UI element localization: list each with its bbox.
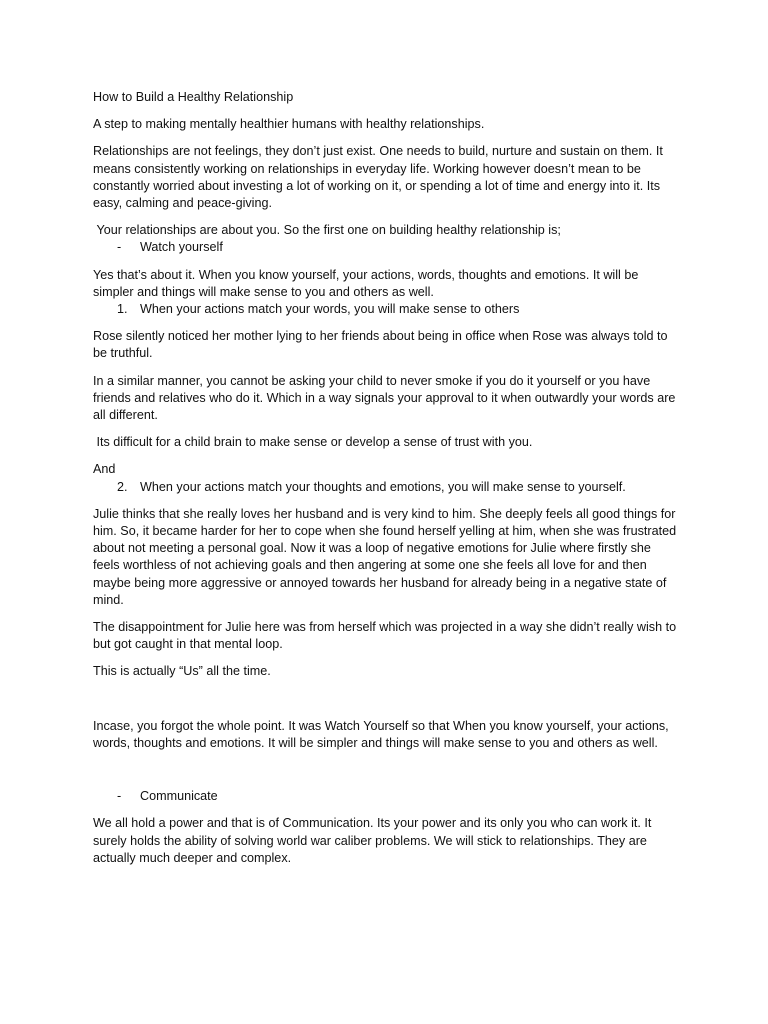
julie-paragraph: Julie thinks that she really loves her husband and is very kind to him. She deeply feels all good things for him. So, it became harder for her to cope when she found herself yelling at him, when she was frustrated about not meeting a personal goal. Now it was a loop of negative emotions for Julie where firstly she feels worthless of not achieving goals and then angering at some one she feels all love for and then maybe being more aggressive or annoyed towards her husband for already being in a negative state of mind. [93,506,677,607]
numbered-point-text: When your actions match your thoughts and emotions, you will make sense to yourself. [140,479,626,494]
communicate-paragraph: We all hold a power and that is of Communication. Its your power and its only you who can work it. It surely holds the ability of solving world war caliber problems. We will stick to relationships. They are actually much deeper and complex. [93,816,652,865]
disappointment-paragraph: The disappointment for Julie here was from herself which was projected in a way she didn’t really wish to but got caught in that mental loop. [93,620,677,652]
numbered-point-2 [93,479,678,496]
number-marker: 1. [117,302,128,317]
section-heading-watch-yourself [93,239,678,256]
intro-paragraph: Relationships are not feelings, they don’t just exist. One needs to build, nurture and sustain on them. It means consistently working on relationships in everyday life. Working however doesn’t mean to be constantly worried about investing a lot of working on it, or spending a lot of time and energy into it. Its easy, calming and peace-giving. [93,144,663,211]
incase-paragraph: Incase, you forgot the whole point. It was Watch Yourself so that When you know yourself, your actions, words, thoughts and emotions. It will be simpler and things will make sense to you and others as well. [93,718,669,750]
numbered-point-text: When your actions match your words, you will make sense to others [140,302,520,317]
rose-paragraph: Rose silently noticed her mother lying to her friends about being in office when Rose was always told to be truthful. [93,329,668,361]
watch-yourself-paragraph: Yes that’s about it. When you know yourself, your actions, words, thoughts and emotions. It will be simpler and things will make sense to you and others as well. [93,267,639,299]
difficult-paragraph: Its difficult for a child brain to make sense or develop a sense of trust with you. [93,435,533,450]
similar-manner-paragraph: In a similar manner, you cannot be asking your child to never smoke if you do it yourself or you have friends and relatives who do it. Which in a way signals your approval to it when outwardly your words are all different. [93,373,676,423]
section-heading-text: Communicate [140,789,218,804]
and-text: And [93,462,116,477]
section-heading-text: Watch yourself [140,240,223,255]
document-title: How to Build a Healthy Relationship [93,90,294,104]
dash-bullet: - [117,789,122,804]
section-heading-communicate [93,788,678,805]
number-marker: 2. [117,479,128,494]
dash-bullet: - [117,240,122,255]
lead-in-paragraph: Your relationships are about you. So the first one on building healthy relationship is; [93,223,561,238]
numbered-point-1 [93,301,678,318]
us-paragraph: This is actually “Us” all the time. [93,664,271,679]
document-subtitle: A step to making mentally healthier humans with healthy relationships. [93,117,485,132]
